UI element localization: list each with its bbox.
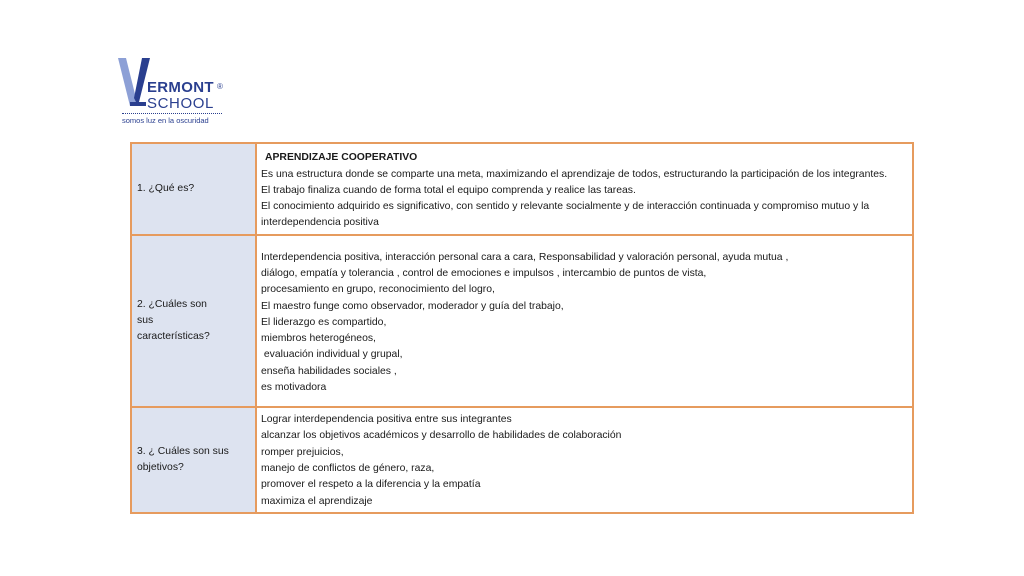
answer-line: miembros heterogéneos, [261,333,376,345]
answer-line: manejo de conflictos de género, raza, [261,463,435,474]
table-row [131,407,913,513]
answer-line: alcanzar los objetivos académicos y desarrollo de habilidades de colaboración [261,430,622,442]
table-row [131,235,913,407]
logo-brand-line2: SCHOOL [147,95,214,112]
logo-brand-line1: ERMONT [147,79,214,96]
answer-cell [256,407,913,513]
question-text: 3. ¿ Cuáles son sus objetivos? [137,445,229,473]
answer-line: El liderazgo es compartido, [261,316,387,328]
answer-line: procesamiento en grupo, reconocimiento del logro, [261,284,495,296]
answer-line: promover el respeto a la diferencia y la empatía [261,479,481,491]
question-cell [131,407,256,513]
answer-line: enseña habilidades sociales , [261,365,397,377]
answer-line: evaluación individual y grupal, [261,349,403,361]
cooperative-learning-table [130,142,914,514]
answer-cell [256,235,913,407]
answer-line: romper prejuicios, [261,446,344,458]
answer-line: maximiza el aprendizaje [261,495,373,507]
answer-line: El conocimiento adquirido es significativo, con sentido y relevante socialmente y de interacción continuada y compromiso mutuo y la [261,201,870,213]
answer-line: Es una estructura donde se comparte una meta, maximizando el aprendizaje de todos, estructurando la participación de los integrantes. [261,168,888,180]
answer-line: Interdependencia positiva, interacción personal cara a cara, Responsabilidad y valoración personal, ayuda mutua , [261,251,789,263]
logo-divider [122,113,222,114]
question-cell [131,235,256,407]
answer-line: diálogo, empatía y tolerancia , control de emociones e impulsos , intercambio de puntos de vista, [261,267,707,279]
question-text: 2. ¿Cuáles son sus características? [137,298,210,343]
answer-heading: APRENDIZAJE COOPERATIVO [265,152,418,164]
question-text: 1. ¿Qué es? [137,182,195,194]
answer-cell [256,143,913,235]
table-row [131,143,913,235]
logo-tagline: somos luz en la oscuridad [122,116,209,125]
answer-line: Lograr interdependencia positiva entre sus integrantes [261,414,512,426]
answer-line: es motivadora [261,382,327,394]
answer-line: El maestro funge como observador, moderador y guía del trabajo, [261,300,564,312]
answer-line: El trabajo finaliza cuando de forma total el equipo comprenda y realice las tareas. [261,184,636,196]
school-logo [116,56,228,128]
answer-line: interdependencia positiva [261,217,379,229]
logo-registered-mark: ® [217,82,223,91]
question-cell [131,143,256,235]
